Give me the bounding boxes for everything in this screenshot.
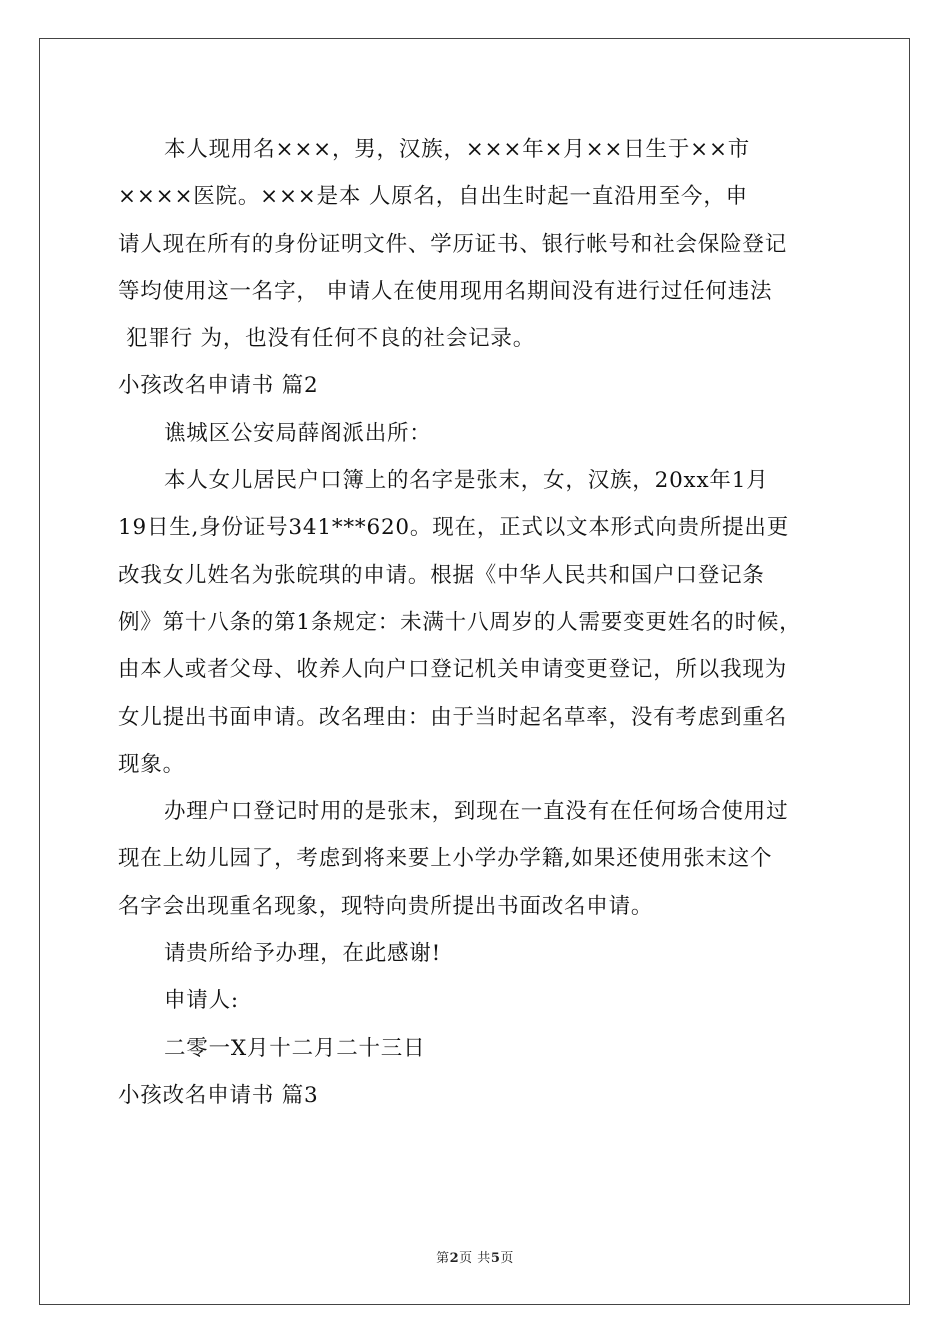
page-middle: 页 共 (459, 1251, 491, 1266)
text-line: 申请人: (164, 988, 239, 1014)
salutation (118, 410, 838, 457)
page-suffix: 页 (500, 1251, 514, 1266)
text-line: 本人女儿居民户口簿上的名字是张末，女，汉族，20xx年1月 (164, 468, 769, 494)
text-line: 等均使用这一名字， 申请人在使用现用名期间没有进行过任何违法 (118, 278, 773, 304)
text-line: 请人现在所有的身份证明文件、学历证书、银行帐号和社会保险登记 (118, 231, 788, 257)
date-line (118, 1025, 838, 1072)
text-line: 例》第十八条的第1条规定：未满十八周岁的人需要变更姓名的时候， (118, 609, 802, 635)
text-line: 现象。 (118, 751, 185, 777)
body-paragraph (118, 457, 838, 788)
text-line: 现在上幼儿园了，考虑到将来要上小学办学籍,如果还使用张末这个 (118, 846, 773, 872)
reason-paragraph (118, 788, 838, 930)
section-heading-3: 小孩改名申请书 篇3 (118, 1082, 319, 1108)
text-line: 二零一X月十二月二十三日 (164, 1035, 426, 1061)
page-prefix: 第 (436, 1251, 450, 1266)
current-page-number: 2 (449, 1251, 460, 1266)
text-line: 由本人或者父母、收养人向户口登记机关申请变更登记，所以我现为 (118, 657, 788, 683)
text-line: 女儿提出书面申请。改名理由：由于当时起名草率，没有考虑到重名 (118, 704, 788, 730)
section-heading-2: 小孩改名申请书 篇2 (118, 373, 319, 399)
text-line: 谯城区公安局薛阁派出所： (164, 420, 432, 446)
text-line: 名字会出现重名现象，现特向贵所提出书面改名申请。 (118, 893, 654, 919)
closing-line (118, 930, 838, 977)
applicant-line (118, 977, 838, 1024)
document-body (118, 126, 838, 1119)
text-line: ××××医院。×××是本 人原名，自出生时起一直沿用至今，申 (118, 184, 748, 210)
text-line: 本人现用名×××，男，汉族，×××年×月××日生于××市 (164, 137, 751, 162)
text-line: 19日生,身份证号341***620。现在，正式以文本形式向贵所提出更 (118, 515, 790, 541)
text-line: 犯罪行 为，也没有任何不良的社会记录。 (126, 326, 536, 352)
intro-paragraph (118, 126, 838, 362)
page-footer (0, 1247, 950, 1266)
text-line: 办理户口登记时用的是张末，到现在一直没有在任何场合使用过 (164, 799, 789, 825)
text-line: 改我女儿姓名为张皖琪的申请。根据《中华人民共和国户口登记条 (118, 562, 765, 588)
text-line: 请贵所给予办理，在此感谢! (164, 941, 442, 967)
total-page-number: 5 (490, 1251, 501, 1266)
